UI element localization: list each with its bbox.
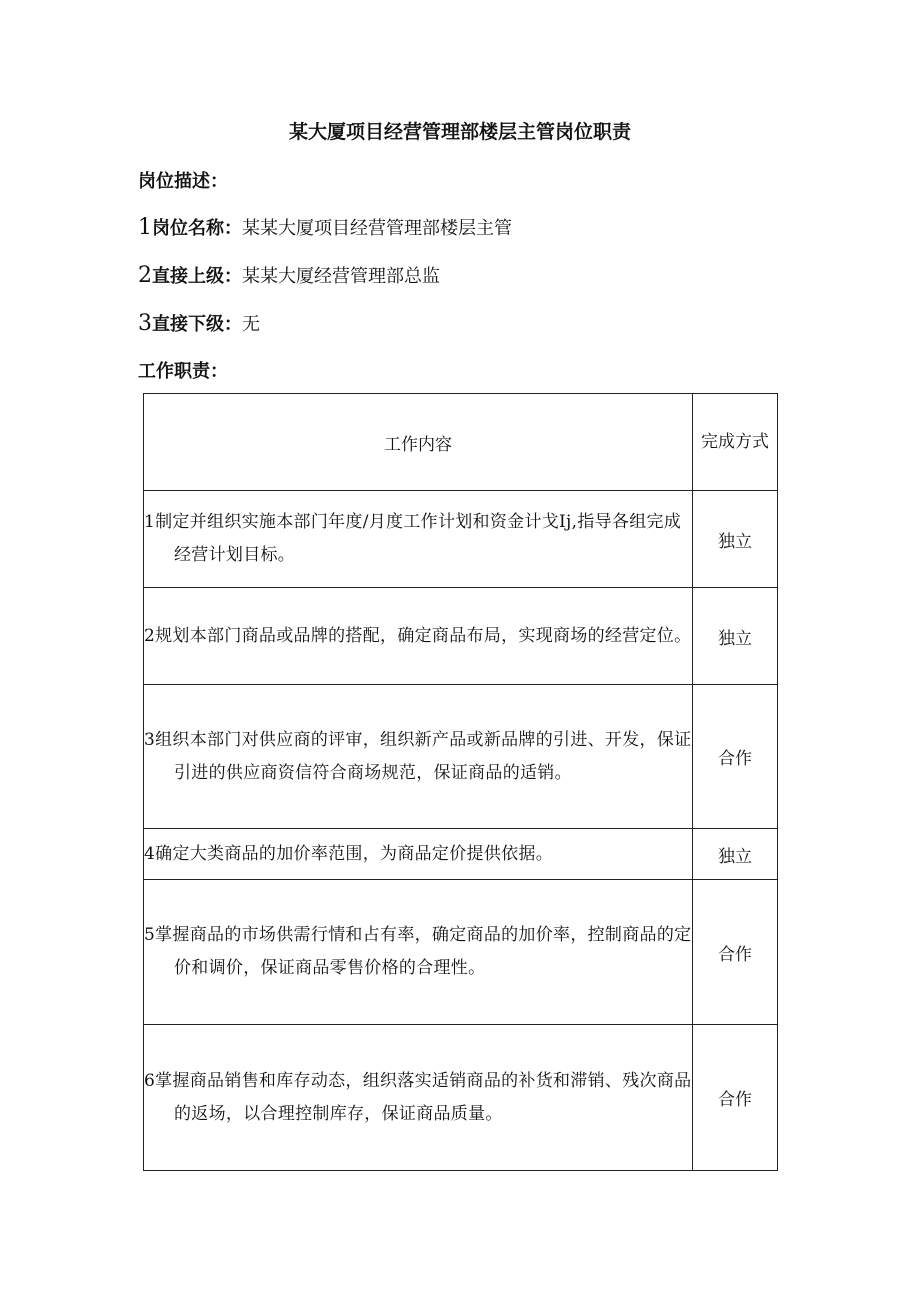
info-value: 某某大厦经营管理部总监 xyxy=(242,266,440,287)
table-row xyxy=(144,491,778,588)
duty-content-cell xyxy=(144,880,693,1025)
duties-heading: 工作职责： xyxy=(138,361,228,382)
duty-mode-cell: 合作 xyxy=(693,880,778,1025)
table-row xyxy=(144,1025,778,1171)
table-row xyxy=(144,880,778,1025)
duty-content-cell xyxy=(144,491,693,588)
duty-text: 2规划本部门商品或品牌的搭配，确定商品布局，实现商场的经营定位。 xyxy=(144,625,692,646)
info-number: 2 xyxy=(138,263,152,288)
duty-content-cell xyxy=(144,588,693,685)
table-row xyxy=(144,588,778,685)
description-heading: 岗位描述： xyxy=(138,171,228,192)
duty-text: 5掌握商品的市场供需行情和占有率，确定商品的加价率，控制商品的定价和调价，保证商品零售价格的合理性。 xyxy=(144,925,692,978)
info-number: 1 xyxy=(138,215,152,240)
header-work-content: 工作内容 xyxy=(144,394,693,491)
header-completion-mode: 完成方式 xyxy=(693,394,778,491)
duty-text: 3组织本部门对供应商的评审，组织新产品或新品牌的引进、开发，保证引进的供应商资信符合商场规范，保证商品的适销。 xyxy=(144,729,692,783)
duty-content-cell xyxy=(144,685,693,829)
info-value: 某某大厦项目经营管理部楼层主管 xyxy=(242,218,512,239)
document-title: 某大厦项目经营管理部楼层主管岗位职责 xyxy=(288,121,631,143)
duty-mode-cell: 独立 xyxy=(693,491,778,588)
duty-mode-cell: 合作 xyxy=(693,1025,778,1171)
duty-mode-cell: 合作 xyxy=(693,685,778,829)
duty-text: 4确定大类商品的加价率范围，为商品定价提供依据。 xyxy=(144,843,554,864)
duty-mode-cell: 独立 xyxy=(693,588,778,685)
table-row xyxy=(144,829,778,880)
duty-mode-cell: 独立 xyxy=(693,829,778,880)
table-row xyxy=(144,685,778,829)
duty-content-cell xyxy=(144,1025,693,1171)
table-header-row xyxy=(144,394,778,491)
info-label: 直接下级： xyxy=(152,314,242,335)
info-value: 无 xyxy=(242,314,260,335)
duty-text: 1制定并组织实施本部门年度/月度工作计划和资金计戈Ij,指导各组完成经营计划目标。 xyxy=(144,512,682,565)
duty-content-cell xyxy=(144,829,693,880)
info-number: 3 xyxy=(138,311,152,336)
info-label: 岗位名称： xyxy=(152,218,242,239)
info-label: 直接上级： xyxy=(152,266,242,287)
info-direct-subordinate xyxy=(138,310,260,339)
duties-table xyxy=(143,393,778,1171)
info-direct-superior xyxy=(138,262,440,291)
duty-text: 6掌握商品销售和库存动态，组织落实适销商品的补货和滞销、残次商品的返场，以合理控制库存，保证商品质量。 xyxy=(144,1070,692,1124)
info-position-name xyxy=(138,214,512,243)
